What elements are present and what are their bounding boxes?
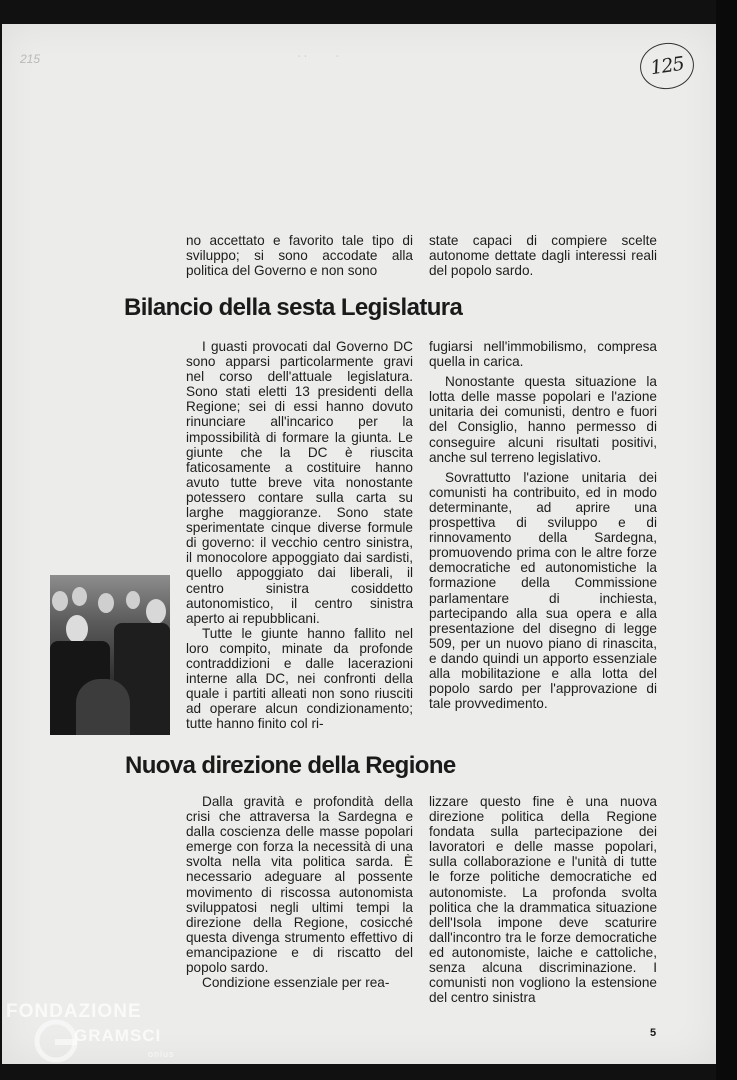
photo-figure	[52, 591, 68, 611]
pencil-annotation: 215	[20, 52, 41, 66]
body-paragraph: Dalla gravità e profondità della crisi che attraversa la Sardegna e dalla coscienza delle masse popolari emerge con forza la necessità di una svolta nella vita politica sarda. È necessario adeguare al possente movimento di riscossa autonomista sviluppatosi negli ultimi tempi la direzione della Regione, cosicché questa divenga strumento effettivo di emancipazione e di riscatto del popolo sardo.	[186, 794, 413, 976]
photo-figure	[76, 679, 130, 735]
photo-figure	[126, 591, 140, 609]
intro-column-1	[186, 233, 413, 278]
section2-column-2	[429, 794, 657, 1005]
body-paragraph: lizzare questo fine è una nuova direzione politica della Regione fondata sulla partecipazione dei lavoratori e delle masse popolari, sulla collaborazione e l'unità di tutte le forze politiche democratiche ed autonomiste. La profonda svolta politica che la drammatica situazione dell'Isola impone deve scaturire dall'incontro tra le forze democratiche ed autonomiste, laiche e cattoliche, senza alcuna discriminazione. I comunisti non vogliono la estensione del centro sinistra	[429, 794, 657, 1006]
section1-column-1	[186, 339, 413, 731]
handwritten-page-number: 125	[637, 39, 697, 92]
photo-figure	[146, 599, 166, 624]
body-paragraph: Condizione essenziale per rea-	[202, 975, 390, 991]
section-heading-bilancio: Bilancio della sesta Legislatura	[124, 294, 463, 321]
photo-figure	[98, 593, 114, 613]
body-paragraph: Tutte le giunte hanno fallito nel loro compito, minate da profonde contraddizioni e dalle lacerazioni interne alla DC, nei confronti della quale i partiti alleati non sono riusciti ad operare alcun condizionamento; tutte hanno finito col ri-	[186, 625, 413, 732]
section2-column-1	[186, 794, 413, 990]
photo-figure	[66, 615, 88, 643]
page-number: 5	[650, 1027, 657, 1039]
crowd-photo	[50, 575, 170, 735]
pencil-tick: ˙	[336, 55, 340, 66]
scan-edge	[716, 0, 737, 1080]
watermark-suffix: onlus	[148, 1049, 175, 1059]
pencil-tick: ˙ ˙	[298, 55, 308, 66]
fondazione-gramsci-watermark	[6, 997, 206, 1069]
section-heading-nuova-direzione: Nuova direzione della Regione	[125, 752, 456, 779]
photo-figure	[72, 587, 87, 606]
watermark-line2: GRAMSCI	[74, 1026, 162, 1045]
section1-column-2	[429, 339, 657, 711]
intro-paragraph: state capaci di compiere scelte autonome dettate dagli interessi reali del popolo sardo.	[429, 233, 657, 279]
body-paragraph: fugiarsi nell'immobilismo, compresa quella in carica.	[429, 339, 657, 370]
intro-paragraph: no accettato e favorito tale tipo di sviluppo; si sono accodate alla politica del Governo e non sono	[186, 233, 413, 279]
body-paragraph: Nonostante questa situazione la lotta delle masse popolari e l'azione unitaria dei comunisti, dentro e fuori del Consiglio, hanno permesso di conseguire alcuni risultati positivi, anche sul terreno legislativo.	[429, 374, 657, 465]
body-paragraph: I guasti provocati dal Governo DC sono apparsi particolarmente gravi nel corso dell'attuale legislatura. Sono stati eletti 13 presidenti della Regione; sei di essi hanno dovuto rinunciare all'incarico per la impossibilità di formare la giunta. Le giunte che la DC è riuscita faticosamente a costituire hanno avuto tutte breve vita nonostante potessero contare sulla carta su larghe maggioranze. Sono state sperimentate cinque diverse formule di governo: il vecchio centro sinistra, il monocolore appoggiato dai sardisti, quello appoggiato dai liberali, il centro sinistra cosiddetto autonomistico, il centro sinistra aperto ai repubblicani.	[186, 339, 413, 626]
intro-column-2	[429, 233, 657, 278]
body-paragraph: Sovrattutto l'azione unitaria dei comunisti ha contribuito, ed in modo determinante, ad aprire una prospettiva di sviluppo e di rinnovamento della Sardegna, promuovendo prima con le altre forze democratiche ed autonomistiche la formazione della Commissione parlamentare di inchiesta, partecipando alla sua opera e alla presentazione del disegno di legge 509, per un nuovo piano di rinascita, e dando quindi un apporto essenziale alla mobilitazione e alla lotta del popolo sardo per l'approvazione di tale provvedimento.	[429, 469, 657, 712]
watermark-line1: FONDAZIONE	[6, 1001, 142, 1022]
